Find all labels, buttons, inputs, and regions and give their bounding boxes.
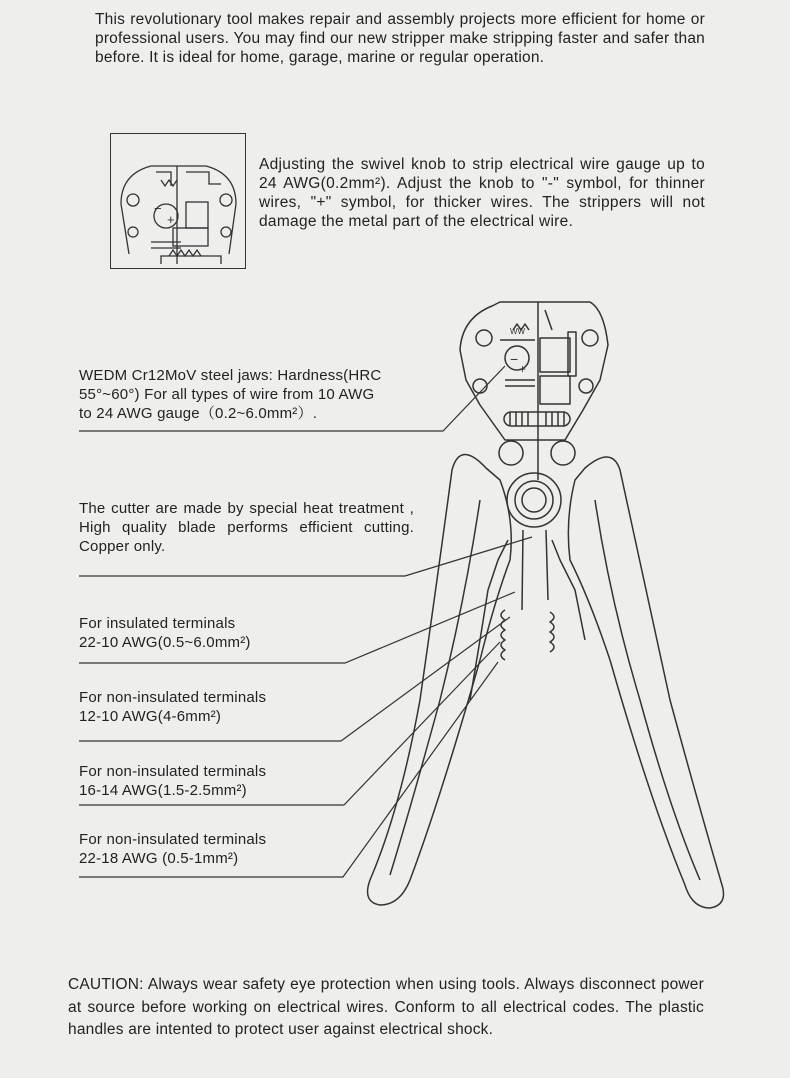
callout-wedm-line3: to 24 AWG gauge（0.2~6.0mm²）.: [79, 405, 318, 422]
callout-insulated-terminals: [79, 614, 251, 652]
callout-non-insulated-16-14: [79, 762, 266, 800]
callout-non-insulated-1-line1: For non-insulated terminals: [79, 689, 267, 706]
head-plus-symbol: +: [519, 362, 527, 376]
callout-wedm-line1: WEDM Cr12MoV steel jaws: Hardness(HRC: [79, 367, 382, 384]
callout-non-insulated-3-line1: For non-insulated terminals: [79, 831, 267, 848]
callout-wedm-line2: 55°~60°) For all types of wire from 10 AWG: [79, 386, 375, 403]
callout-non-insulated-1-line2: 12-10 AWG(4-6mm²): [79, 708, 222, 725]
caution-paragraph: CAUTION: Always wear safety eye protection when using tools. Always disconnect power at source before working on electrical wires. Conform to all electrical codes. The plastic handles are intented to protect user against electrical shock.: [68, 976, 704, 1038]
right-handle: [568, 457, 723, 908]
callout-insulated-line2: 22-10 AWG(0.5~6.0mm²): [79, 634, 251, 651]
crimp-notches-left: [501, 610, 505, 660]
minus-symbol: −: [154, 201, 162, 216]
callout-non-insulated-2-line2: 16-14 AWG(1.5-2.5mm²): [79, 782, 247, 799]
callout-non-insulated-22-18: [79, 830, 266, 868]
callout-cutter: The cutter are made by special heat treatment , High quality blade performs efficient cutting. Copper only.: [79, 500, 414, 555]
head-rivet-top-right: [582, 330, 598, 346]
head-rivet-top-left: [476, 330, 492, 346]
intro-paragraph: This revolutionary tool makes repair and assembly projects more efficient for home or professional users. You may find our new stripper make stripping faster and safer than before. It is ideal for home, garage, marine or regular operation.: [95, 11, 705, 66]
callout-non-insulated-2-line1: For non-insulated terminals: [79, 763, 267, 780]
pivot-hole-left: [499, 441, 523, 465]
pivot-hole-right: [551, 441, 575, 465]
swivel-knob-description: Adjusting the swivel knob to strip electrical wire gauge up to 24 AWG(0.2mm²). Adjust the knob to "-" symbol, for thinner wires, "+" symbol, for thicker wires. The strippers will not damage the metal part of the electrical wire.: [259, 156, 705, 230]
callout-non-insulated-3-line2: 22-18 AWG (0.5-1mm²): [79, 850, 239, 867]
callout-non-insulated-12-10: [79, 688, 266, 726]
callout-insulated-line1: For insulated terminals: [79, 615, 236, 632]
callout-wedm-jaws: [79, 366, 449, 423]
head-rivet-lower-left: [473, 379, 487, 393]
head-spring-symbol: WW: [510, 327, 526, 336]
crimp-notches-right: [550, 612, 554, 652]
plus-symbol: +: [167, 212, 175, 227]
cutter-ring-inner: [515, 481, 553, 519]
stripper-head-outline: [460, 302, 608, 440]
head-minus-symbol: −: [510, 351, 519, 367]
spring-bar: [504, 412, 570, 426]
head-rivet-lower-right: [579, 379, 593, 393]
